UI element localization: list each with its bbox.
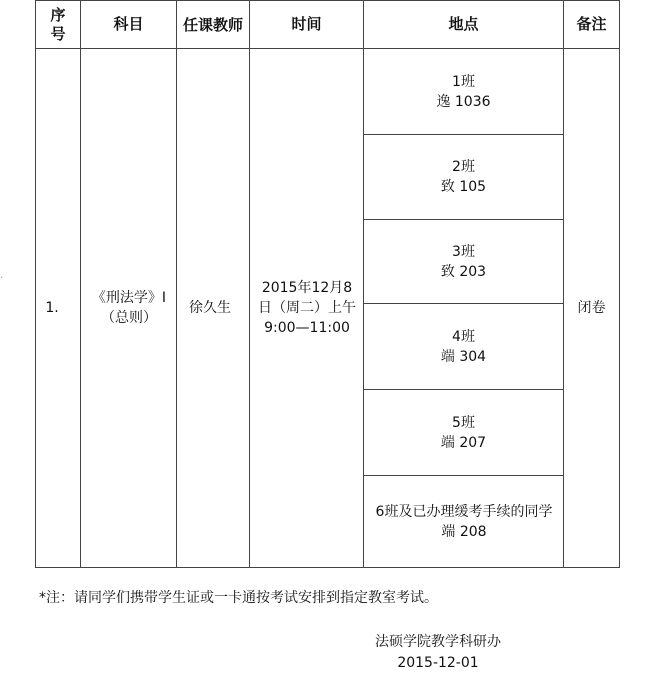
margin-mark: · bbox=[0, 273, 4, 284]
location-item bbox=[364, 49, 563, 134]
exam-schedule-table bbox=[35, 0, 620, 568]
header-no: 序号 bbox=[50, 6, 66, 43]
room-label: 致 203 bbox=[440, 263, 487, 280]
header-remark: 备注 bbox=[576, 14, 607, 33]
location-item bbox=[364, 390, 563, 475]
row-number: 1. bbox=[45, 300, 59, 316]
time-cell: 2015年12月8日（周二）上午 9:00—11:00 bbox=[258, 280, 356, 336]
room-label: 端 208 bbox=[441, 523, 487, 540]
location-item bbox=[364, 135, 563, 219]
class-label: 5班 bbox=[452, 414, 475, 431]
room-label: 端 207 bbox=[440, 434, 487, 451]
class-label: 4班 bbox=[452, 328, 475, 345]
remark-cell: 闭卷 bbox=[577, 300, 606, 316]
room-label: 致 105 bbox=[440, 179, 487, 195]
location-item bbox=[369, 476, 559, 567]
document-date: 2015-12-01 bbox=[397, 655, 479, 671]
header-time: 时间 bbox=[291, 14, 322, 33]
room-label: 端 304 bbox=[440, 348, 487, 365]
room-label: 逸 1036 bbox=[436, 93, 491, 110]
header-location: 地点 bbox=[448, 14, 479, 33]
class-label: 1班 bbox=[452, 73, 475, 90]
location-item bbox=[364, 304, 563, 389]
class-label: 6班及已办理缓考手续的同学 bbox=[375, 503, 553, 520]
header-subject: 科目 bbox=[113, 14, 144, 33]
office-signature: 法硕学院教学科研办 bbox=[375, 634, 501, 650]
class-label: 3班 bbox=[452, 243, 475, 260]
class-label: 2班 bbox=[452, 159, 475, 175]
subject-cell: 《刑法学》I（总则） bbox=[91, 290, 167, 326]
header-teacher: 任课教师 bbox=[183, 15, 244, 34]
teacher-cell: 徐久生 bbox=[189, 300, 231, 316]
footnote: *注：请同学们携带学生证或一卡通按考试安排到指定教室考试。 bbox=[39, 590, 438, 606]
location-item bbox=[364, 220, 563, 303]
